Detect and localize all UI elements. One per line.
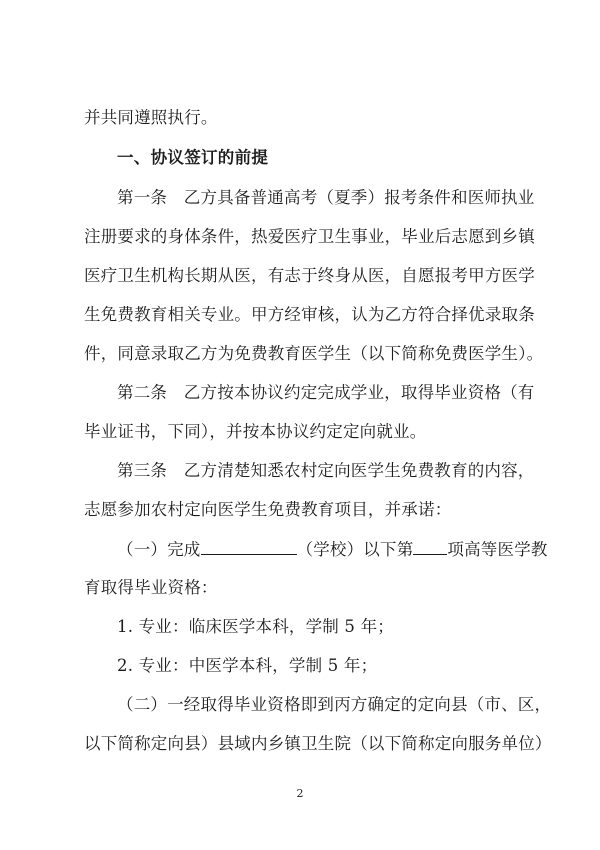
paragraph-line: 并共同遵照执行。 [84, 108, 218, 127]
article-1-line: 注册要求的身体条件，热爱医疗卫生事业，毕业后志愿到乡镇 [84, 227, 535, 246]
article-1-line: 第一条 乙方具备普通高考（夏季）报考条件和医师执业 [117, 188, 535, 207]
major-item-2: 2. 专业：中医学本科，学制 5 年； [117, 656, 378, 675]
article-3-line: 志愿参加农村定向医学生免费教育项目，并承诺： [84, 500, 452, 519]
section-heading-1: 一、协议签订的前提 [117, 148, 269, 167]
clause-2-line: 以下简称定向县）县域内乡镇卫生院（以下简称定向服务单位） [84, 734, 552, 753]
clause-1-prefix: （一）完成 [117, 540, 201, 559]
clause-1-middle: （学校）以下第 [296, 540, 414, 559]
item-number-blank [413, 538, 447, 555]
clause-1-line [117, 538, 548, 560]
clause-1-line: 育取得毕业资格： [84, 578, 218, 597]
article-2-line: 第二条 乙方按本协议约定完成学业，取得毕业资格（有 [117, 383, 535, 402]
article-1-line: 生免费教育相关专业。甲方经审核，认为乙方符合择优录取条 [84, 305, 535, 324]
article-1-line: 件，同意录取乙方为免费教育医学生（以下简称免费医学生）。 [84, 344, 544, 363]
page-number: 2 [296, 787, 304, 800]
article-2-line: 毕业证书，下同），并按本协议约定定向就业。 [84, 422, 427, 441]
clause-2-line: （二）一经取得毕业资格即到丙方确定的定向县（市、区， [117, 695, 552, 714]
article-1-line: 医疗卫生机构长期从医，有志于终身从医，自愿报考甲方医学 [84, 266, 535, 285]
clause-1-suffix: 项高等医学教 [447, 540, 548, 559]
article-3-line: 第三条 乙方清楚知悉农村定向医学生免费教育的内容， [117, 461, 535, 480]
major-item-1: 1. 专业：临床医学本科，学制 5 年； [117, 617, 394, 636]
school-blank [201, 538, 297, 555]
